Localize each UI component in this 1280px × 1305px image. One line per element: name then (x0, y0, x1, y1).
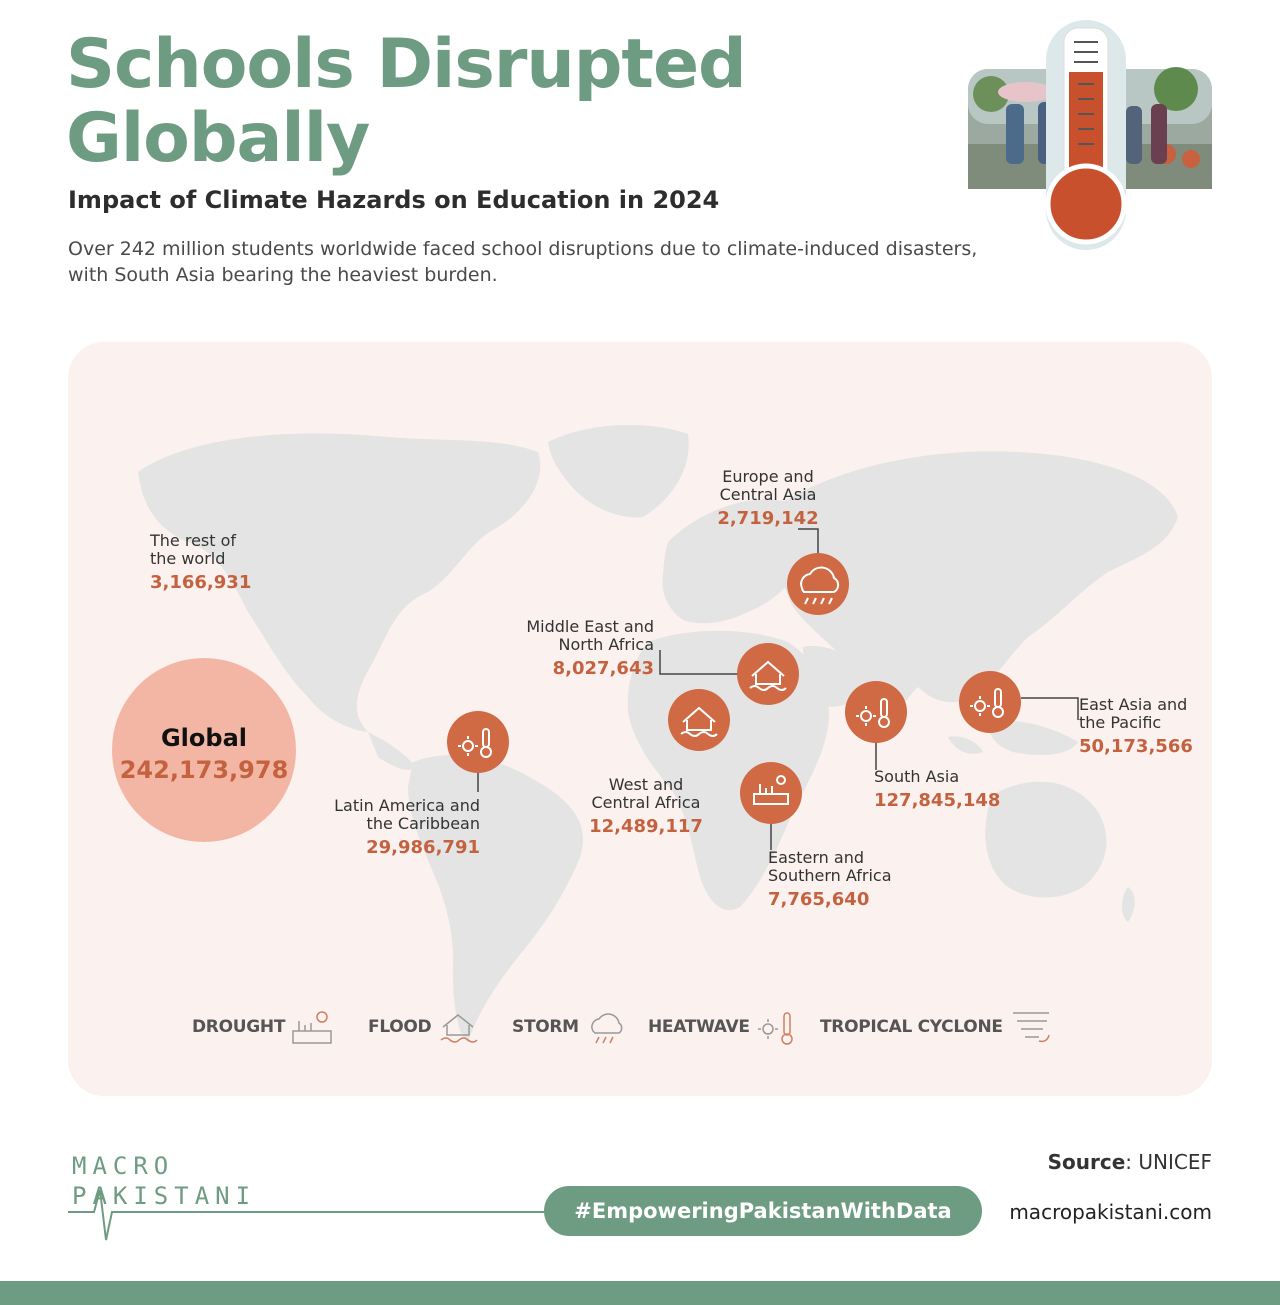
source-credit (1048, 1150, 1212, 1174)
value-latam-caribbean: 29,986,791 (366, 837, 480, 858)
title-line-1: Schools Disrupted (66, 25, 746, 104)
legend-drought: DROUGHT (192, 1002, 333, 1052)
value-east-asia-pacific: 50,173,566 (1079, 736, 1193, 757)
label-rest-of-world: The rest of the world 3,166,931 (150, 531, 252, 593)
page-title (66, 25, 746, 178)
label-latam-caribbean: Latin America and the Caribbean 29,986,791 (304, 797, 480, 858)
flood-icon (437, 1007, 479, 1047)
macropakistani-logo (68, 1150, 548, 1246)
hazard-legend (68, 1002, 1212, 1052)
page-subtitle: Impact of Climate Hazards on Education in 2024 (68, 186, 720, 214)
marker-drought-east-africa (740, 762, 802, 824)
label-mena: Middle East and North Africa 8,027,643 (488, 618, 654, 679)
heatwave-icon (756, 1007, 798, 1047)
value-south-asia: 127,845,148 (874, 790, 1001, 811)
marker-flood-west-africa (668, 689, 730, 751)
hero-thermometer-image (966, 14, 1216, 254)
legend-flood: FLOOD (368, 1002, 479, 1052)
legend-tropical-cyclone: TROPICAL CYCLONE (820, 1002, 1055, 1052)
marker-heatwave-latam (447, 711, 509, 773)
svg-text:PAKISTANI: PAKISTANI (72, 1182, 257, 1210)
source-value: : UNICEF (1125, 1150, 1212, 1174)
marker-flood-mena (737, 643, 799, 705)
label-europe-central-asia: Europe and Central Asia 2,719,142 (698, 468, 838, 529)
svg-text:MACRO: MACRO (72, 1152, 175, 1180)
source-label: Source (1047, 1150, 1126, 1174)
title-line-2: Globally (66, 99, 370, 178)
value-europe-central-asia: 2,719,142 (717, 508, 819, 529)
tropical-cyclone-icon (1009, 1005, 1055, 1049)
label-eastern-southern-africa: Eastern and Southern Africa 7,765,640 (768, 848, 892, 910)
global-total-bubble (112, 658, 296, 842)
value-mena: 8,027,643 (552, 658, 654, 679)
value-rest-of-world: 3,166,931 (150, 572, 252, 593)
label-east-asia-pacific: East Asia and the Pacific 50,173,566 (1079, 695, 1193, 757)
legend-storm: STORM (512, 1002, 627, 1052)
global-value: 242,173,978 (119, 756, 289, 784)
bottom-bar (0, 1281, 1280, 1305)
value-west-central-africa: 12,489,117 (589, 816, 703, 837)
website-link[interactable]: macropakistani.com (1009, 1200, 1212, 1224)
marker-storm-europe (787, 553, 849, 615)
storm-icon (585, 1007, 627, 1047)
hashtag-badge: #EmpoweringPakistanWithData (544, 1186, 982, 1236)
label-west-central-africa: West and Central Africa 12,489,117 (576, 776, 716, 837)
legend-heatwave: HEATWAVE (648, 1002, 798, 1052)
marker-heatwave-south-asia (845, 681, 907, 743)
map-panel (68, 342, 1212, 1096)
global-label: Global (160, 724, 247, 752)
label-south-asia: South Asia 127,845,148 (874, 767, 1001, 811)
marker-heatwave-east-asia (959, 671, 1021, 733)
value-eastern-southern-africa: 7,765,640 (768, 889, 870, 910)
page-description: Over 242 million students worldwide faced school disruptions due to climate-induced disasters, with South Asia bearing the heaviest burden. (68, 238, 978, 286)
drought-icon (291, 1007, 333, 1047)
